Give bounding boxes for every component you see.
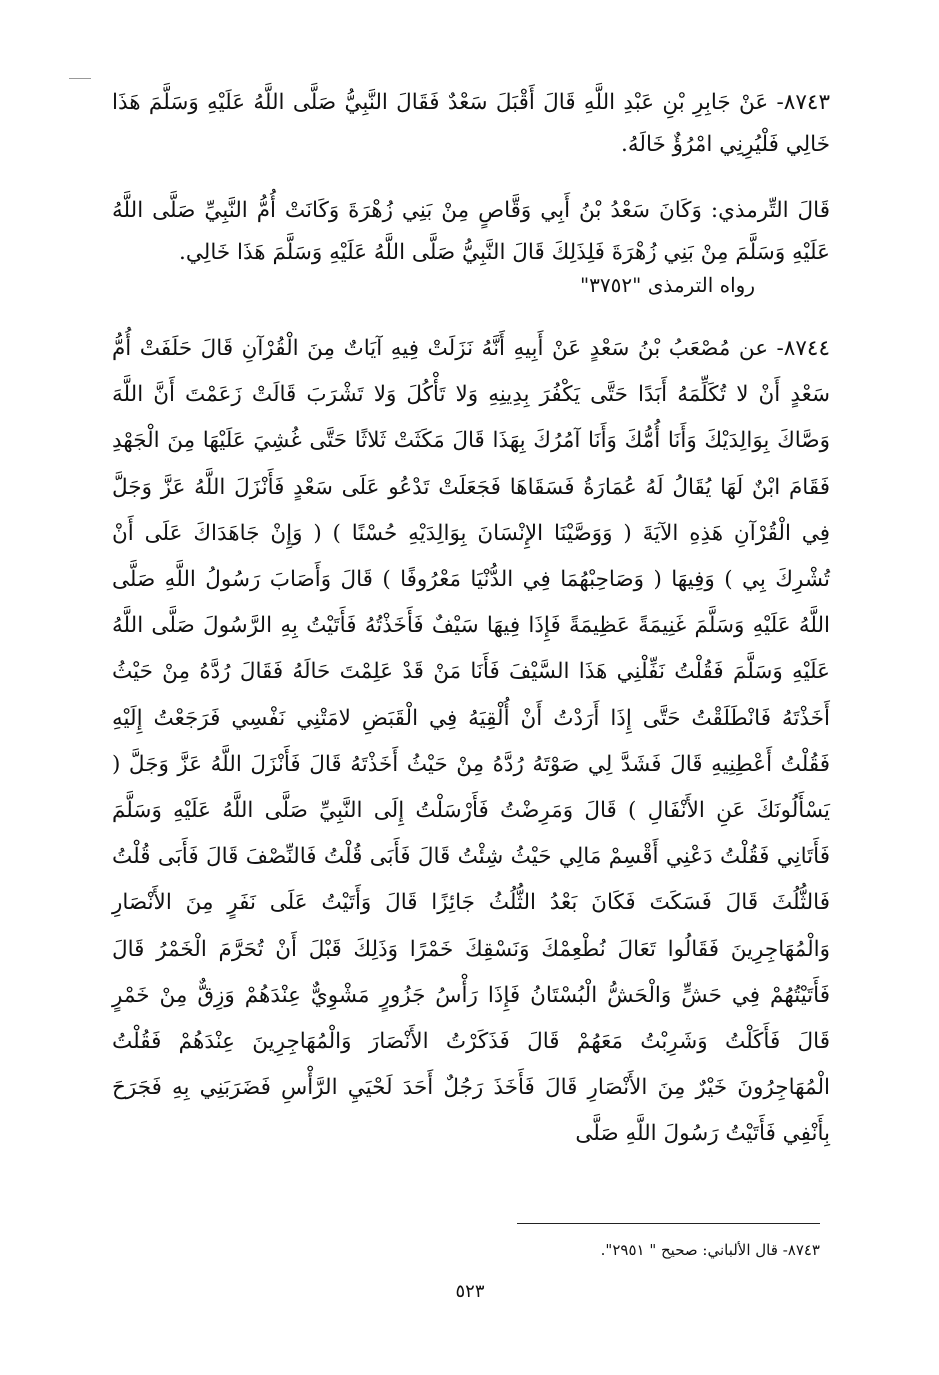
- footnote: [420, 1238, 820, 1262]
- footnote-divider: [517, 1223, 820, 1224]
- tirmidhi-comment: [112, 190, 830, 274]
- hadith-8743-text: ٨٧٤٣- عَنْ جَابِرِ بْنِ عَبْدِ اللَّهِ قَالَ أَقْبَلَ سَعْدٌ فَقَالَ النَّبِيُّ صَلَّى اللَّهُ عَلَيْهِ وَسَلَّمَ هَذَا خَالِي فَلْيُرِنِي امْرُؤٌ خَالَهُ.: [112, 90, 830, 157]
- footnote-text: ٨٧٤٣- قال الألباني: صحيح " ٢٩٥١".: [600, 1241, 820, 1259]
- riwaya-reference-text: رواه الترمذى "٣٧٥٢": [579, 273, 755, 297]
- page-number: [420, 1280, 520, 1304]
- scan-mark: [69, 78, 91, 79]
- hadith-8743: [112, 82, 830, 166]
- riwaya-reference: [112, 268, 830, 302]
- hadith-8744: [112, 326, 830, 1158]
- page-number-text: ٥٢٣: [455, 1281, 485, 1302]
- tirmidhi-comment-text: قَالَ التِّرمذي: وَكَانَ سَعْدُ بْنُ أَبِي وَقَّاصٍ مِنْ بَنِي زُهْرَةَ وَكَانَتْ أُمُّ النَّبِيِّ صَلَّى اللَّهُ عَلَيْهِ وَسَلَّمَ مِنْ بَنِي زُهْرَةَ فَلِذَلِكَ قَالَ النَّبِيُّ صَلَّى اللَّهُ عَلَيْهِ وَسَلَّمَ هَذَا خَالِي.: [112, 198, 830, 265]
- hadith-8744-text: ٨٧٤٤- عن مُصْعَبُ بْنُ سَعْدٍ عَنْ أَبِيهِ أَنَّهُ نَزَلَتْ فِيهِ آيَاتٌ مِنَ الْقُرْآنِ قَالَ حَلَفَتْ أُمُّ سَعْدٍ أَنْ لا تُكَلِّمَهُ أَبَدًا حَتَّى يَكْفُرَ بِدِينِهِ وَلا تَأْكُلَ وَلا تَشْرَبَ قَالَتْ زَعَمْتَ أَنَّ اللَّهَ وَصَّاكَ بِوَالِدَيْكَ وَأَنَا أُمُّكَ وَأَنَا آمُرُكَ بِهَذَا قَالَ مَكَثَتْ ثَلاثًا حَتَّى غُشِيَ عَلَيْهَا مِنَ الْجَهْدِ فَقَامَ ابْنٌ لَهَا يُقَالُ لَهُ عُمَارَةُ فَسَقَاهَا فَجَعَلَتْ تَدْعُو عَلَى سَعْدٍ فَأَنْزَلَ اللَّهُ عَزَّ وَجَلَّ فِي الْقُرْآنِ هَذِهِ الآيَةَ ( وَوَصَّيْنَا الإِنْسَانَ بِوَالِدَيْهِ حُسْنًا ) ( وَإِنْ جَاهَدَاكَ عَلَى أَنْ تُشْرِكَ بِي ) وَفِيهَا ( وَصَاحِبْهُمَا فِي الدُّنْيَا مَعْرُوفًا ) قَالَ وَأَصَابَ رَسُولُ اللَّهِ صَلَّى اللَّهُ عَلَيْهِ وَسَلَّمَ غَنِيمَةً عَظِيمَةً فَإِذَا فِيهَا سَيْفٌ فَأَخَذْتُهُ فَأَتَيْتُ بِهِ الرَّسُولَ صَلَّى اللَّهُ عَلَيْهِ وَسَلَّمَ فَقُلْتُ نَفِّلْنِي هَذَا السَّيْفَ فَأَنَا مَنْ قَدْ عَلِمْتَ حَالَهُ فَقَالَ رُدَّهُ مِنْ حَيْثُ أَخَذْتَهُ فَانْطَلَقْتُ حَتَّى إِذَا أَرَدْتُ أَنْ أُلْقِيَهُ فِي الْقَبَضِ لامَتْنِي نَفْسِي فَرَجَعْتُ إِلَيْهِ فَقُلْتُ أَعْطِنِيهِ قَالَ فَشَدَّ لِي صَوْتَهُ رُدَّهُ مِنْ حَيْثُ أَخَذْتَهُ قَالَ فَأَنْزَلَ اللَّهُ عَزَّ وَجَلَّ ( يَسْأَلُونَكَ عَنِ الأَنْفَالِ ) قَالَ وَمَرِضْتُ فَأَرْسَلْتُ إِلَى النَّبِيِّ صَلَّى اللَّهُ عَلَيْهِ وَسَلَّمَ فَأَتَانِي فَقُلْتُ دَعْنِي أَقْسِمْ مَالِي حَيْثُ شِئْتُ قَالَ فَأَبَى قُلْتُ فَالنِّصْفَ قَالَ فَأَبَى قُلْتُ فَالثُّلُثَ قَالَ فَسَكَتَ فَكَانَ بَعْدُ الثُّلُثُ جَائِزًا قَالَ وَأَتَيْتُ عَلَى نَفَرٍ مِنَ الأَنْصَارِ وَالْمُهَاجِرِينَ فَقَالُوا تَعَالَ نُطْعِمْكَ وَنَسْقِكَ خَمْرًا وَذَلِكَ قَبْلَ أَنْ تُحَرَّمَ الْخَمْرُ قَالَ فَأَتَيْتُهُمْ فِي حَشٍّ وَالْحَشُّ الْبُسْتَانُ فَإِذَا رَأْسُ جَزُورٍ مَشْوِيٌّ عِنْدَهُمْ وَزِقٌّ مِنْ خَمْرٍ قَالَ فَأَكَلْتُ وَشَرِبْتُ مَعَهُمْ قَالَ فَذَكَرْتُ الأَنْصَارَ وَالْمُهَاجِرِينَ عِنْدَهُمْ فَقُلْتُ الْمُهَاجِرُونَ خَيْرٌ مِنَ الأَنْصَارِ قَالَ فَأَخَذَ رَجُلٌ أَحَدَ لَحْيَيِ الرَّأْسِ فَضَرَبَنِي بِهِ فَجَرَحَ بِأَنْفِي فَأَتَيْتُ رَسُولَ اللَّهِ صَلَّى: [112, 336, 830, 1147]
